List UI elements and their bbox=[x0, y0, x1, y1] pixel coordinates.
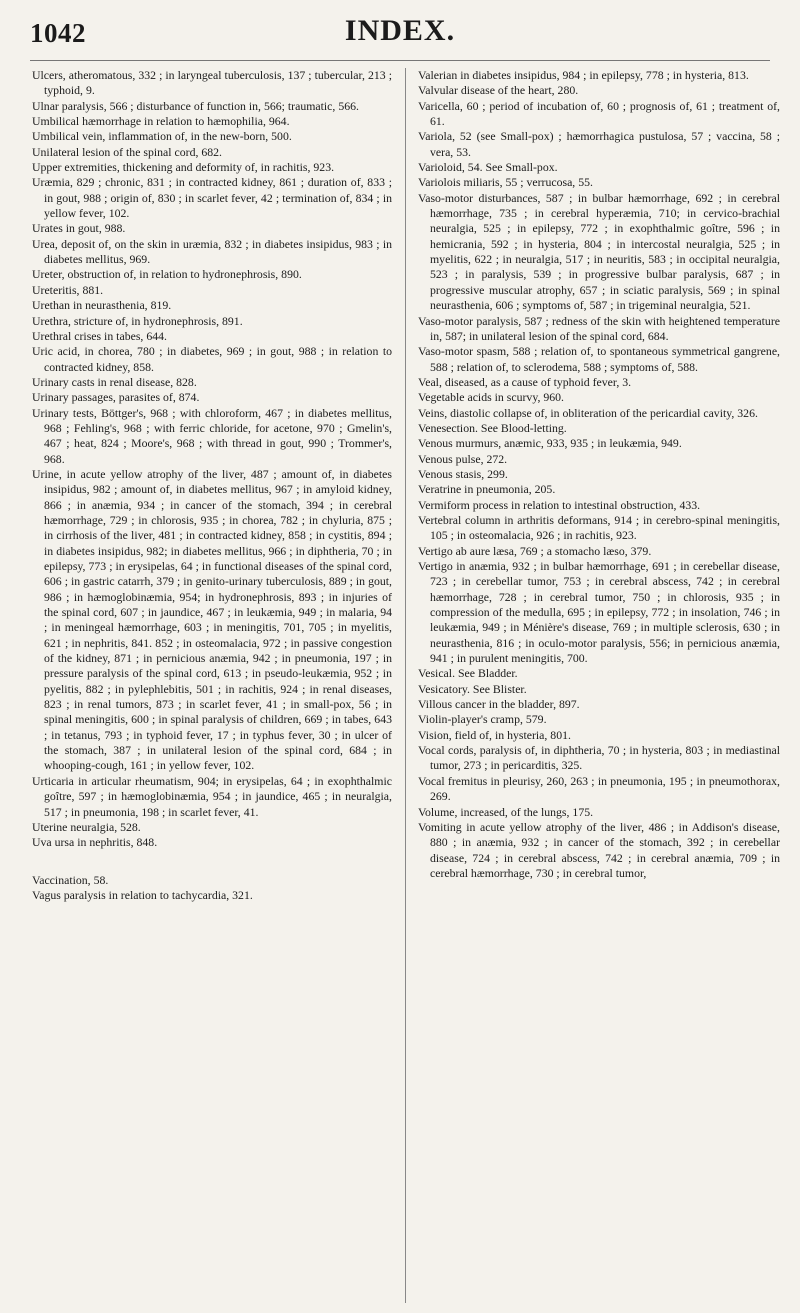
index-entry: Venous pulse, 272. bbox=[418, 451, 508, 466]
left-column-tail-entries bbox=[32, 873, 392, 904]
page-title: INDEX. bbox=[344, 14, 456, 47]
index-entry: Uterine neuralgia, 528. bbox=[32, 819, 141, 834]
index-entry: Urethan in neurasthenia, 819. bbox=[32, 298, 172, 313]
index-entry: Vocal fremitus in pleurisy, 260, 263 ; in pneumonia, 195 ; in pneumothorax, 269. bbox=[418, 773, 780, 804]
index-entry: Varioloid, 54. See Small-pox. bbox=[418, 160, 558, 175]
header-rule bbox=[30, 60, 770, 61]
index-entry: Uva ursa in nephritis, 848. bbox=[32, 835, 158, 850]
index-entry: Vaso-motor spasm, 588 ; relation of, to spontaneous symmetrical gangrene, 588 ; relation of, to sclerodema, 588 ; symptoms of, 588. bbox=[418, 344, 780, 374]
index-entry: Veins, diastolic collapse of, in obliteration of the pericardial cavity, 326. bbox=[418, 405, 758, 420]
index-entry: Urethral crises in tabes, 644. bbox=[32, 328, 167, 343]
right-column bbox=[418, 68, 780, 881]
index-entry: Umbilical hæmorrhage in relation to hæmophilia, 964. bbox=[32, 114, 290, 129]
right-column-entries bbox=[418, 68, 780, 881]
index-entry: Urinary tests, Böttger's, 968 ; with chloroform, 467 ; in diabetes mellitus, 968 ; Fehling's, 968 ; with ferric chloride, for acetone, 970 ; Gmelin's, 467 ; heat, 824 ; Moore's, 968 ; with thread in gout, 990 ; Trommer's, 968. bbox=[32, 405, 392, 466]
left-column bbox=[32, 68, 392, 903]
index-entry: Urticaria in articular rheumatism, 904; in erysipelas, 64 ; in exophthalmic goître, 597 ; in hæmoglobinæmia, 954 ; in jaundice, 465 ; in neuralgia, 517 ; in pneumonia, 198 ; in scarlet fever, 41. bbox=[32, 773, 392, 819]
index-entry: Ulnar paralysis, 566 ; disturbance of function in, 566; traumatic, 566. bbox=[32, 98, 359, 113]
index-entry: Unilateral lesion of the spinal cord, 682. bbox=[32, 144, 223, 159]
index-entry: Urinary passages, parasites of, 874. bbox=[32, 390, 200, 405]
page-number: 1042 bbox=[30, 18, 86, 48]
index-entry: Urinary casts in renal disease, 828. bbox=[32, 374, 197, 389]
index-entry: Venous stasis, 299. bbox=[418, 466, 508, 481]
index-entry: Vermiform process in relation to intestinal obstruction, 433. bbox=[418, 497, 701, 512]
index-entry: Vagus paralysis in relation to tachycardia, 321. bbox=[32, 887, 253, 902]
index-entry: Villous cancer in the bladder, 897. bbox=[418, 697, 580, 712]
index-entry: Vision, field of, in hysteria, 801. bbox=[418, 727, 571, 742]
index-entry: Venous murmurs, anæmic, 933, 935 ; in leukæmia, 949. bbox=[418, 436, 682, 451]
index-entry: Vocal cords, paralysis of, in diphtheria, 70 ; in hysteria, 803 ; in mediastinal tumor, 273 ; in pericarditis, 325. bbox=[418, 743, 780, 773]
index-entry: Vaccination, 58. bbox=[32, 872, 109, 887]
index-entry: Violin-player's cramp, 579. bbox=[418, 712, 547, 727]
index-entry: Urethra, stricture of, in hydronephrosis, 891. bbox=[32, 313, 243, 328]
index-entry: Vomiting in acute yellow atrophy of the liver, 486 ; in Addison's disease, 880 ; in anæmia, 932 ; in cancer of the stomach, 392 ; in cerebellar disease, 724 ; in cerebral abscess, 742 ; in cerebral anæmia, 709 ; in cerebral hæmorrhage, 730 ; in cerebral tumor, bbox=[418, 819, 780, 880]
index-entry: Vesicatory. See Blister. bbox=[418, 681, 527, 696]
index-entry: Veal, diseased, as a cause of typhoid fever, 3. bbox=[418, 374, 632, 389]
index-entry: Veratrine in pneumonia, 205. bbox=[418, 482, 556, 497]
index-entry: Vaso-motor paralysis, 587 ; redness of the skin with heightened temperature in, 587; in unilateral lesion of the spinal cord, 684. bbox=[418, 313, 780, 343]
index-entry: Valerian in diabetes insipidus, 984 ; in epilepsy, 778 ; in hysteria, 813. bbox=[418, 68, 749, 82]
index-entry: Vertigo ab aure læsa, 769 ; a stomacho læso, 379. bbox=[418, 543, 652, 558]
index-entry: Urea, deposit of, on the skin in uræmia, 832 ; in diabetes insipidus, 983 ; in diabetes mellitus, 969. bbox=[32, 236, 392, 267]
index-entry: Ureteritis, 881. bbox=[32, 282, 104, 297]
index-entry: Ulcers, atheromatous, 332 ; in laryngeal tuberculosis, 137 ; tubercular, 213 ; typhoid, 9. bbox=[32, 68, 392, 98]
index-entry: Ureter, obstruction of, in relation to hydronephrosis, 890. bbox=[32, 267, 302, 282]
index-entry: Urine, in acute yellow atrophy of the liver, 487 ; amount of, in diabetes insipidus, 982 ; amount of, in diabetes mellitus, 967 ; in amyloid kidney, 866 ; in anæmia, 934 ; in cancer of the stomach, 394 ; in cerebral hæmorrhage, 729 ; in chlorosis, 935 ; in chorea, 782 ; in chyluria, 875 ; in cirrhosis of the liver, 481 ; in contracted kidney, 858 ; in cystitis, 894 ; in diabetes insipidus, 982; in diabetes mellitus, 966 ; in diphtheria, 70 ; in epilepsy, 773 ; in erysipelas, 64 ; in functional diseases of the spinal cord, 606 ; in gastric catarrh, 379 ; in genito-urinary tuberculosis, 889 ; in gout, 986 ; in hæmoglobinæmia, 954; in hydronephrosis, 893 ; in injuries of the spinal cord, 607 ; in jaundice, 467 ; in leukæmia, 949 ; in malaria, 94 ; in meningeal hæmorrhage, 603 ; in meningitis, 701, 705 ; in myelitis, 621 ; in nephritis, 841. 852 ; in osteomalacia, 972 ; in passive congestion of the kidney, 871 ; in pernicious anæmia, 942 ; in pneumonia, 197 ; in pressure paralysis of the spinal cord, 613 ; in pseudo-leukæmia, 952 ; in pyelitis, 882 ; in pylephlebitis, 501 ; in rachitis, 924 ; in renal diseases, 823 ; in renal tumors, 873 ; in scarlet fever, 41 ; in small-pox, 56 ; in spinal meningitis, 600 ; in spinal paralysis of children, 669 ; in tabes, 643 ; in tetanus, 793 ; in typhoid fever, 17 ; in typhus fever, 30 ; in ulcer of the stomach, 387 ; in unilateral lesion of the spinal cord, 684 ; in whooping-cough, 161 ; in yellow fever, 102. bbox=[32, 466, 392, 773]
index-entry: Variola, 52 (see Small-pox) ; hæmorrhagica pustulosa, 57 ; vaccina, 58 ; vera, 53. bbox=[418, 129, 780, 159]
left-column-entries bbox=[32, 68, 392, 851]
index-entry: Vesical. See Bladder. bbox=[418, 666, 518, 681]
index-entry: Uræmia, 829 ; chronic, 831 ; in contracted kidney, 861 ; duration of, 833 ; in gout, 988 ; origin of, 830 ; in scarlet fever, 42 ; termination of, 834 ; in yellow fever, 102. bbox=[32, 175, 392, 221]
index-entry: Venesection. See Blood-letting. bbox=[418, 420, 567, 435]
index-entry: Volume, increased, of the lungs, 175. bbox=[418, 804, 594, 819]
index-entry: Valvular disease of the heart, 280. bbox=[418, 83, 579, 98]
index-entry: Upper extremities, thickening and deformity of, in rachitis, 923. bbox=[32, 160, 335, 175]
index-entry: Vertebral column in arthritis deformans, 914 ; in cerebro-spinal meningitis, 105 ; in osteomalacia, 926 ; in rachitis, 923. bbox=[418, 512, 780, 543]
section-gap bbox=[32, 851, 392, 873]
index-entry: Vegetable acids in scurvy, 960. bbox=[418, 390, 564, 405]
index-entry: Vaso-motor disturbances, 587 ; in bulbar hæmorrhage, 692 ; in cerebral hæmorrhage, 735 ; in cerebral hyperæmia, 710; in cervico-brachial neuralgia, 525 ; in epilepsy, 772 ; in exophthalmic goître, 596 ; in hemicrania, 592 ; in hysteria, 804 ; in intercostal neuralgia, 525 ; in myelitis, 622 ; in neuralgia, 517 ; in neuritis, 583 ; in occipital neuralgia, 523 ; in paralysis, 539 ; in progressive bulbar paralysis, 687 ; in progressive muscular atrophy, 657 ; in sciatic paralysis, 569 ; in spinal neurasthenia, 606 ; symptoms of, 587 ; in trigeminal neuralgia, 521. bbox=[418, 190, 780, 313]
index-entry: Vertigo in anæmia, 932 ; in bulbar hæmorrhage, 691 ; in cerebellar disease, 723 ; in cerebellar tumor, 753 ; in cerebral abscess, 742 ; in cerebral hæmorrhage, 728 ; in cerebral tumor, 750 ; in chlorosis, 935 ; in compression of the medulla, 695 ; in epilepsy, 772 ; in insolation, 746 ; in leukæmia, 949 ; in Ménière's disease, 769 ; in multiple sclerosis, 630 ; in neurasthenia, 816 ; in oculo-motor paralysis, 556; in pernicious anæmia, 941 ; in purulent meningitis, 700. bbox=[418, 559, 780, 666]
index-entry: Varicella, 60 ; period of incubation of, 60 ; prognosis of, 61 ; treatment of, 61. bbox=[418, 98, 780, 129]
index-entry: Uric acid, in chorea, 780 ; in diabetes, 969 ; in gout, 988 ; in relation to contracted kidney, 858. bbox=[32, 344, 392, 374]
index-entry: Urates in gout, 988. bbox=[32, 221, 126, 236]
column-divider bbox=[405, 68, 406, 1303]
index-entry: Umbilical vein, inflammation of, in the new-born, 500. bbox=[32, 129, 292, 144]
index-entry: Variolois miliaris, 55 ; verrucosa, 55. bbox=[418, 175, 593, 190]
